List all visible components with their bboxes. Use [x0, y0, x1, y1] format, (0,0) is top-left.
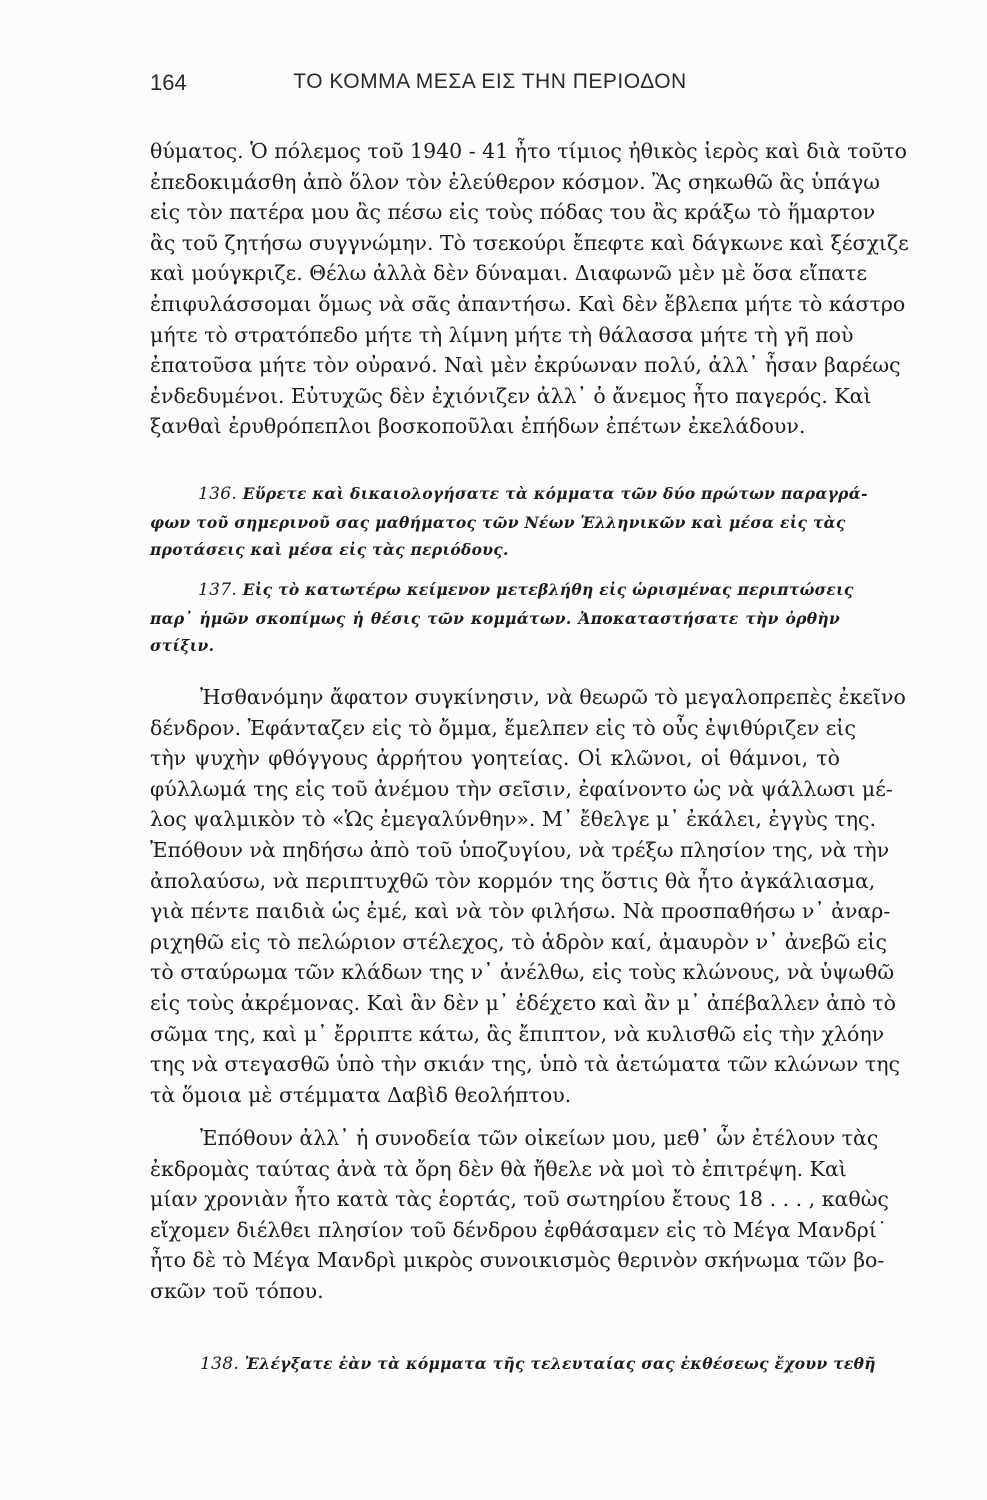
- exercise-line: προτάσεις καὶ μέσα εἰς τὰς περιόδους.: [150, 540, 509, 559]
- text-line: καὶ μούγκριζε. Θέλω ἀλλὰ δὲν δύναμαι. Διαφωνῶ μὲν μὲ ὅσα εἴπατε: [150, 261, 867, 286]
- exercise-number: 138.: [200, 1354, 240, 1374]
- exercise-line: [150, 480, 868, 509]
- text-line: δένδρον. Ἐφάνταζεν εἰς τὸ ὄμμα, ἔμελπεν εἰς τὸ οὖς ἐψιθύριζεν εἰς: [150, 715, 856, 740]
- paragraph-3: [150, 1123, 889, 1307]
- page-header: [150, 70, 790, 102]
- text-line: εἰς τοὺς ἀκρέμονας. Καὶ ἂν δὲν μ᾽ ἐδέχετο καὶ ἂν μ᾽ ἀπέβαλλεν ἀπὸ τὸ: [150, 990, 896, 1015]
- text-line: σῶμα της, καὶ μ᾽ ἔρριπτε κάτω, ἂς ἔπιπτον, νὰ κυλισθῶ εἰς τὴν χλόην: [150, 1021, 885, 1046]
- exercise-line: παρ᾽ ἡμῶν σκοπίμως ἡ θέσις τῶν κομμάτων. Ἀποκαταστήσατε τὴν ὀρθὴν: [150, 608, 840, 628]
- paragraph-2: [150, 682, 906, 1110]
- text-line: ριχηθῶ εἰς τὸ πελώριον στέλεχος, τὸ ἁδρὸν καί, ἀμαυρὸν ν᾽ ἀνεβῶ εἰς: [150, 929, 887, 954]
- text-line: μίαν χρονιὰν ἦτο κατὰ τὰς ἑορτάς, τοῦ σωτηρίου ἔτους 18 . . . , καθὼς: [150, 1187, 889, 1212]
- exercise-137: [150, 576, 854, 660]
- text-line: τὴν ψυχὴν φθόγγους ἀρρήτου γοητείας. Οἱ κλῶνοι, οἱ θάμνοι, τὸ: [150, 746, 840, 771]
- text-line: ἦτο δὲ τὸ Μέγα Μανδρὶ μικρὸς συνοικισμὸς θερινὸν σκήνωμα τῶν βο-: [150, 1248, 885, 1273]
- text-line: θύματος. Ὁ πόλεμος τοῦ 1940 - 41 ἦτο τίμιος ἠθικὸς ἱερὸς καὶ διὰ τοῦτο: [150, 139, 907, 163]
- text-line: ἐνδεδυμένοι. Εὐτυχῶς δὲν ἐχιόνιζεν ἀλλ᾽ ὁ ἄνεμος ἦτο παγερός. Καὶ: [150, 383, 872, 408]
- page-number: 164: [150, 70, 187, 95]
- text-line: γιὰ πέντε παιδιὰ ὡς ἐμέ, καὶ νὰ τὸν φιλήσω. Νὰ προσπαθήσω ν᾽ ἀναρ-: [150, 899, 891, 924]
- exercise-number: 137.: [198, 580, 238, 600]
- exercise-number: 136.: [198, 484, 238, 504]
- exercise-text: Ἐλέγξατε ἐὰν τὰ κόμματα τῆς τελευταίας σας ἐκθέσεως ἔχουν τεθῆ: [244, 1354, 876, 1373]
- text-line: ἐπεδοκιμάσθη ἀπὸ ὅλον τὸν ἐλεύθερον κόσμον. Ἂς σηκωθῶ ἂς ὑπάγω: [150, 169, 880, 194]
- exercise-line: στίξιν.: [150, 636, 215, 655]
- exercise-text: Εὕρετε καὶ δικαιολογήσατε τὰ κόμματα τῶν δύο πρώτων παραγρά-: [242, 484, 868, 503]
- exercise-line: [150, 1350, 876, 1379]
- text-line: ξανθαὶ ἐρυθρόπεπλοι βοσκοποῦλαι ἐπήδων ἐπέτων ἐκελάδουν.: [150, 414, 806, 439]
- exercise-line: φων τοῦ σημερινοῦ σας μαθήματος τῶν Νέων Ἑλληνικῶν καὶ μέσα εἰς τὰς: [150, 512, 846, 532]
- text-line: ἂς τοῦ ζητήσω συγγνώμην. Τὸ τσεκούρι ἔπεφτε καὶ δάγκωνε καὶ ξέσχιζε: [150, 230, 909, 255]
- paragraph-1: [150, 136, 909, 442]
- text-line: Ἐπόθουν ἀλλ᾽ ἡ συνοδεία τῶν οἰκείων μου, μεθ᾽ ὧν ἐτέλουν τὰς: [200, 1126, 879, 1150]
- text-line: ἐπιφυλάσσομαι ὅμως νὰ σᾶς ἀπαντήσω. Καὶ δὲν ἔβλεπα μήτε τὸ κάστρο: [150, 291, 906, 316]
- exercise-138: [150, 1350, 876, 1379]
- text-line: φύλλωμά της εἰς τοῦ ἀνέμου τὴν σεῖσιν, ἐφαίνοντο ὡς νὰ ψάλλωσι μέ-: [150, 776, 893, 801]
- text-line: τὸ σταύρωμα τῶν κλάδων της ν᾽ ἀνέλθω, εἰς τοὺς κλώνους, νὰ ὑψωθῶ: [150, 960, 895, 985]
- text-line: Ἐπόθουν νὰ πηδήσω ἀπὸ τοῦ ὑποζυγίου, νὰ τρέξω πλησίον της, νὰ τὴν: [150, 837, 890, 862]
- exercise-line: [150, 576, 854, 605]
- exercise-text: Εἰς τὸ κατωτέρω κείμενον μετεβλήθη εἰς ὡρισμένας περιπτώσεις: [242, 580, 854, 599]
- exercise-136: [150, 480, 868, 564]
- text-line: μήτε τὸ στρατόπεδο μήτε τὴ λίμνη μήτε τὴ θάλασσα μήτε τὴ γῆ ποὺ: [150, 322, 854, 347]
- text-line: Ἠσθανόμην ἄφατον συγκίνησιν, νὰ θεωρῶ τὸ μεγαλοπρεπὲς ἐκεῖνο: [200, 685, 906, 709]
- text-line: ἐπατοῦσα μήτε τὸν οὐρανό. Ναὶ μὲν ἐκρύωναν πολύ, ἀλλ᾽ ἦσαν βαρέως: [150, 353, 901, 378]
- text-line: ἐκδρομὰς ταύτας ἀνὰ τὰ ὄρη δὲν θὰ ἤθελε νὰ μοὶ τὸ ἐπιτρέψη. Καὶ: [150, 1156, 847, 1181]
- running-title: ΤΟ ΚΟΜΜΑ ΜΕΣΑ ΕΙΣ ΤΗΝ ΠΕΡΙΟΔΟΝ: [293, 70, 687, 93]
- text-line: ἀπολαύσω, νὰ περιπτυχθῶ τὸν κορμόν της ὅστις θὰ ἦτο ἀγκάλιασμα,: [150, 868, 876, 893]
- text-line: λος ψαλμικὸν τὸ «Ὡς ἐμεγαλύνθην». Μ᾽ ἔθελγε μ᾽ ἐκάλει, ἐγγὺς της.: [150, 807, 877, 832]
- text-line: εἰς τὸν πατέρα μου ἂς πέσω εἰς τοὺς πόδας του ἂς κράξω τὸ ἥμαρτον: [150, 200, 876, 225]
- text-line: εἴχομεν διέλθει πλησίον τοῦ δένδρου ἐφθάσαμεν εἰς τὸ Μέγα Μανδρί˙: [150, 1217, 888, 1242]
- text-line: της νὰ στεγασθῶ ὑπὸ τὴν σκιάν της, ὑπὸ τὰ ἀετώματα τῶν κλώνων της: [150, 1052, 900, 1077]
- text-line: τὰ ὅμοια μὲ στέμματα Δαβὶδ θεολήπτου.: [150, 1082, 572, 1107]
- text-line: σκῶν τοῦ τόπου.: [150, 1278, 324, 1303]
